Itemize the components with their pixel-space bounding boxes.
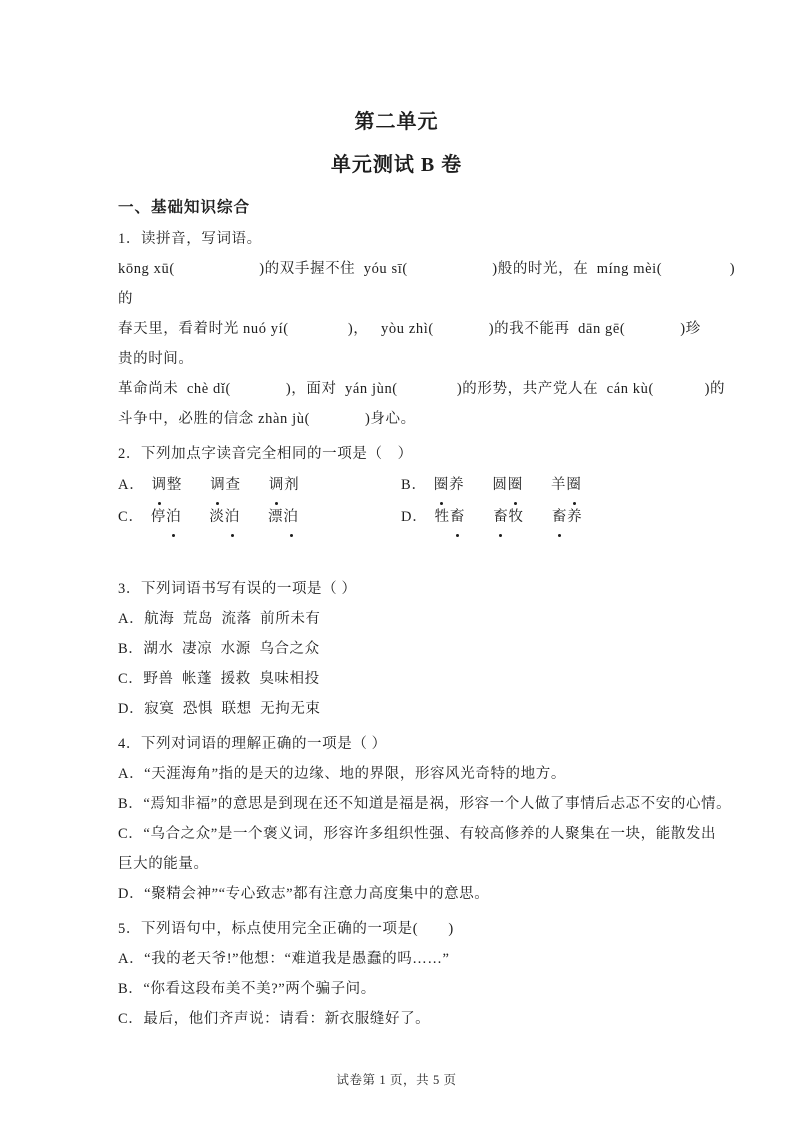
doc-subtitle: 单元测试 B 卷 — [330, 154, 463, 176]
option-label: A． — [118, 477, 145, 493]
question-q4 — [118, 730, 736, 909]
q4-stem: 4．下列对词语的理解正确的一项是（ ） — [118, 736, 387, 752]
q3-line-3: C．野兽 帐蓬 援救 臭味相投 — [118, 671, 320, 687]
option-label: D． — [401, 509, 428, 525]
dotted-word: 圆圈 — [492, 477, 523, 493]
q3-line-1: A．航海 荒岛 流落 前所未有 — [118, 611, 321, 627]
q4-line-1: A．“天涯海角”指的是天的边缘、地的界限，形容风光奇特的地方。 — [118, 766, 566, 782]
q5-line-1: A．“我的老天爷!”他想：“难道我是愚蠢的吗……” — [118, 951, 450, 967]
q2-option-D — [401, 501, 610, 533]
q5-line-2: B．“你看这段布美不美?”两个骗子问。 — [118, 981, 376, 997]
option-label: C． — [118, 509, 144, 525]
q2-option-C — [118, 501, 401, 533]
q4-line-2: B．“焉知非福”的意思是到现在还不知道是福是祸，形容一个人做了事情后忐忑不安的心情。 — [118, 796, 732, 812]
dotted-word: 畜牧 — [493, 509, 524, 525]
q5-stem: 5．下列语句中，标点使用完全正确的一项是( ) — [118, 921, 454, 937]
dotted-word: 淡泊 — [209, 509, 240, 525]
q1-line-3: 贵的时间。 — [118, 351, 194, 367]
q1-stem: 1．读拼音，写词语。 — [118, 231, 262, 247]
q3-line-2: B．湖水 凄凉 水源 乌合之众 — [118, 641, 320, 657]
dotted-word: 停泊 — [151, 509, 182, 525]
q2-options-row-2 — [118, 501, 736, 533]
page-number-text: 试卷第 1 页，共 5 页 — [336, 1073, 457, 1087]
question-q3 — [118, 575, 736, 724]
q3-line-4: D．寂寞 恐惧 联想 无拘无束 — [118, 701, 321, 717]
question-q2 — [118, 440, 736, 533]
q4-line-3: C．“乌合之众”是一个褒义词，形容许多组织性强、有较高修养的人聚集在一块，能散发出 — [118, 826, 717, 842]
questions — [118, 225, 736, 1034]
dotted-word: 调剂 — [269, 477, 300, 493]
doc-title: 第二单元 — [354, 111, 439, 133]
dotted-word: 圈养 — [434, 477, 465, 493]
dotted-word: 羊圈 — [551, 477, 582, 493]
option-label: B． — [401, 477, 427, 493]
q2-options-row-1 — [118, 469, 736, 501]
q3-stem: 3．下列词语书写有误的一项是（ ） — [118, 581, 357, 597]
q1-line-4: 革命尚未 chè dǐ( )，面对 yán jùn( )的形势，共产党人在 cán kù( )的 — [118, 381, 726, 397]
q4-line-4: 巨大的能量。 — [118, 856, 209, 872]
q2-stem: 2．下列加点字读音完全相同的一项是（ ） — [118, 446, 413, 462]
dotted-word: 调整 — [152, 477, 183, 493]
q2-option-A — [118, 469, 401, 501]
q1-line-1: kōng xū( )的双手握不住 yóu sī( )般的时光，在 míng mèi( )的 — [118, 261, 736, 307]
dotted-word: 调查 — [210, 477, 241, 493]
dotted-word: 牲畜 — [435, 509, 466, 525]
q1-line-5: 斗争中，必胜的信念 zhàn jù( )身心。 — [118, 411, 416, 427]
dotted-word: 畜养 — [552, 509, 583, 525]
question-q1 — [118, 225, 736, 434]
q4-line-5: D．“聚精会神”“专心致志”都有注意力高度集中的意思。 — [118, 886, 490, 902]
q5-line-3: C．最后，他们齐声说：请看：新衣服缝好了。 — [118, 1011, 431, 1027]
section-heading: 一、基础知识综合 — [118, 199, 251, 216]
q2-option-B — [401, 469, 610, 501]
q1-line-2: 春天里，看着时光 nuó yí( )， yòu zhì( )的我不能再 dān gē( )珍 — [118, 321, 701, 337]
question-q5 — [118, 915, 736, 1034]
dotted-word: 漂泊 — [268, 509, 299, 525]
